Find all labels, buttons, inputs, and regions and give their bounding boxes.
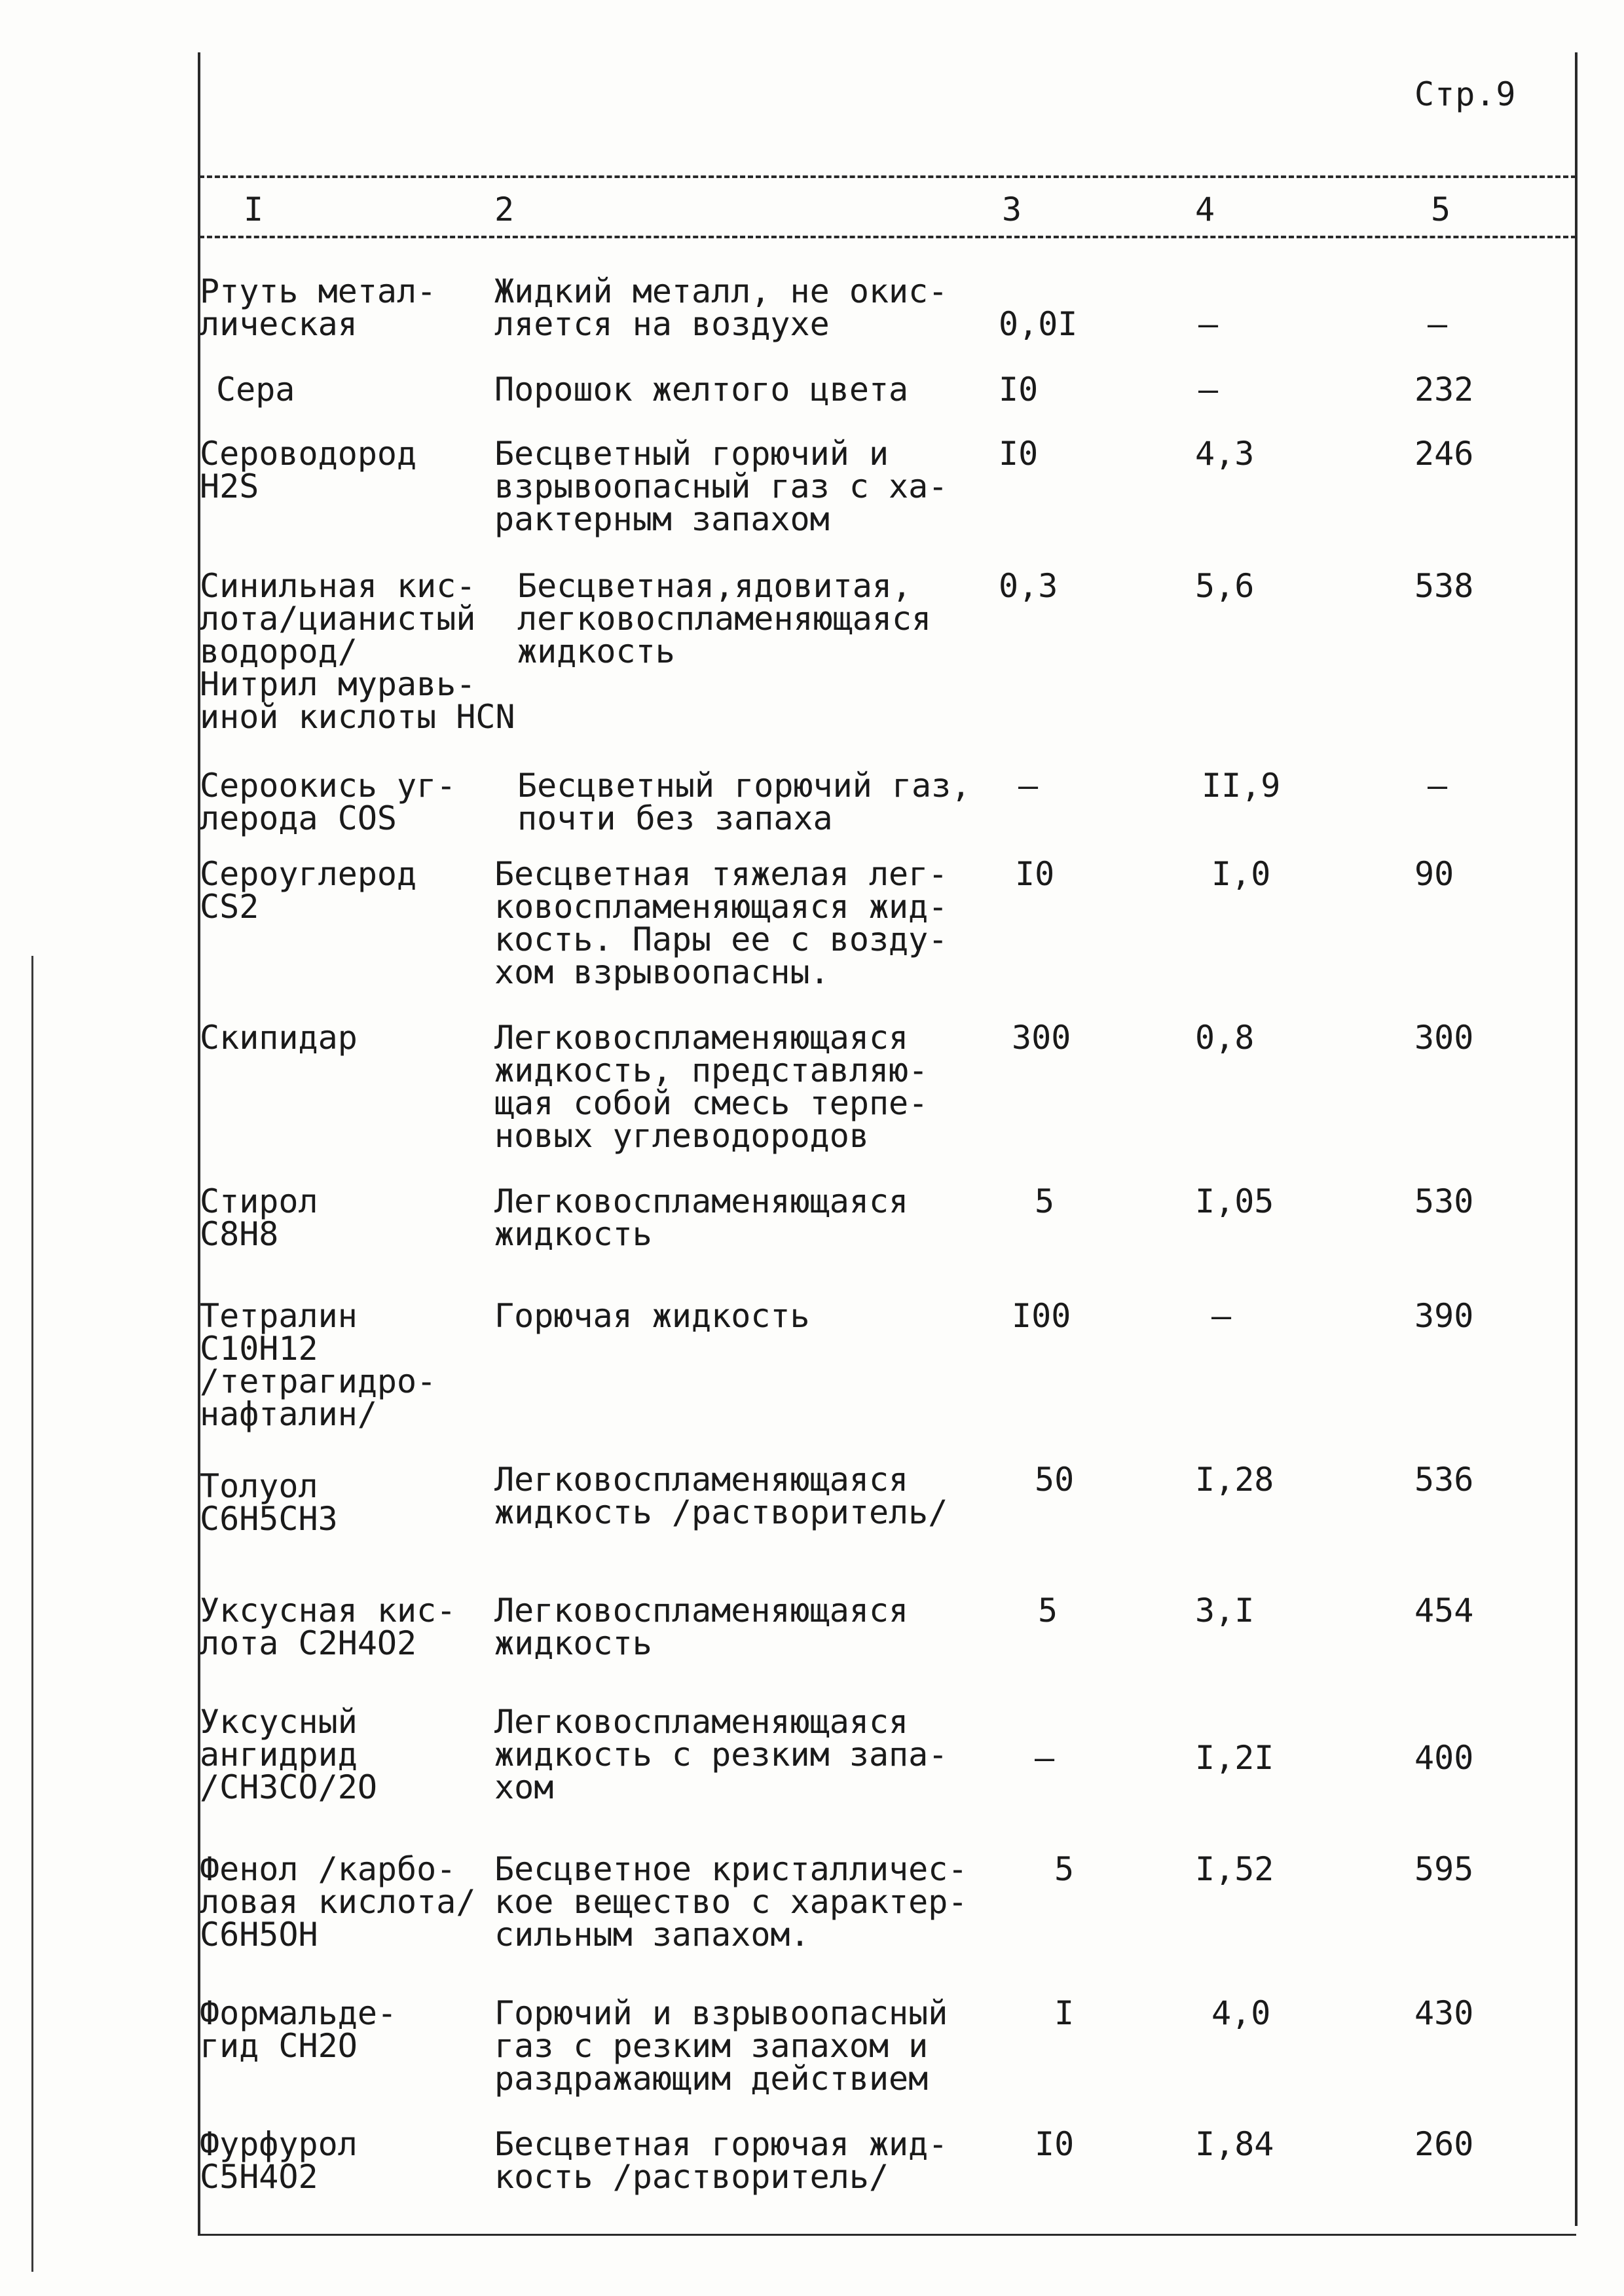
- substance-description: Горючая жидкость: [494, 1297, 810, 1335]
- substance-description: Легковоспламеняющаяся жидкость с резким запа- хом: [494, 1703, 948, 1806]
- substance-name: Ртуть метал- лическая: [200, 272, 437, 343]
- value-col3: 5: [1054, 1850, 1075, 1888]
- value-col4: 0,8: [1195, 1019, 1255, 1057]
- substance-description: Легковоспламеняющаяся жидкость /растворитель/: [494, 1461, 948, 1531]
- value-col5: 595: [1414, 1850, 1474, 1888]
- substance-name: Сероуглерод CS2: [200, 855, 417, 926]
- value-col4: I,0: [1211, 855, 1271, 893]
- substance-description: Бесцветная тяжелая лег- ковоспламеняющаяся жид- кость. Пары ее с возду- хом взрывоопасны.: [494, 855, 948, 991]
- header-top-rule: [199, 175, 1576, 178]
- value-col5: 246: [1414, 435, 1474, 473]
- column-header-2: 2: [494, 191, 515, 228]
- value-col4: –: [1211, 1297, 1232, 1335]
- substance-name: Фенол /карбо- ловая кислота/ C6H5OH: [200, 1850, 476, 1954]
- substance-description: Порошок желтого цвета: [494, 371, 909, 409]
- value-col4: I,2I: [1195, 1739, 1274, 1777]
- column-header-5: 5: [1431, 191, 1451, 228]
- substance-name: Скипидар: [200, 1019, 358, 1057]
- value-col3: 300: [1012, 1019, 1071, 1057]
- value-col4: I,52: [1195, 1850, 1274, 1888]
- column-header-1: I: [244, 191, 264, 228]
- value-col4: 4,3: [1195, 435, 1255, 473]
- value-col5: 232: [1414, 371, 1474, 409]
- value-col5: 400: [1414, 1739, 1474, 1777]
- value-col3: 5: [1038, 1592, 1058, 1630]
- value-col3: I0: [999, 435, 1039, 473]
- value-col5: 536: [1414, 1461, 1474, 1499]
- value-col3: I: [1054, 1994, 1075, 2032]
- substance-description: Бесцветный горючий и взрывоопасный газ с ха- рактерным запахом: [494, 435, 948, 538]
- value-col4: 5,6: [1195, 567, 1255, 605]
- value-col5: 90: [1414, 855, 1454, 893]
- column-header-4: 4: [1195, 191, 1215, 228]
- value-col4: –: [1198, 305, 1219, 343]
- substance-name: Фурфурол C5H4O2: [200, 2125, 358, 2196]
- substance-name: Сера: [216, 371, 295, 409]
- substance-description: Жидкий металл, не окис- ляется на воздухе: [494, 272, 948, 343]
- value-col4: II,9: [1202, 767, 1281, 805]
- value-col3: I0: [1035, 2125, 1075, 2163]
- substance-name: Толуол C6H5CH3: [200, 1467, 338, 1538]
- page-number: Стр.9: [1414, 75, 1517, 113]
- substance-name: Уксусный ангидрид /CH3CO/2O: [200, 1703, 377, 1806]
- value-col3: 0,3: [999, 567, 1058, 605]
- substance-description: Бесцветная горючая жид- кость /растворитель/: [494, 2125, 948, 2196]
- table-bottom-border: [198, 2234, 1576, 2236]
- value-col5: 538: [1414, 567, 1474, 605]
- substance-name: Стирол C8H8: [200, 1182, 318, 1253]
- value-col3: I0: [999, 371, 1039, 409]
- substance-description: Бесцветный горючий газ, почти без запаха: [517, 767, 971, 837]
- value-col5: 390: [1414, 1297, 1474, 1335]
- value-col4: I,05: [1195, 1182, 1274, 1220]
- value-col3: 50: [1035, 1461, 1075, 1499]
- value-col5: 530: [1414, 1182, 1474, 1220]
- value-col3: I0: [1015, 855, 1055, 893]
- substance-description: Горючий и взрывоопасный газ с резким запахом и раздражающим действием: [494, 1994, 948, 2098]
- value-col3: –: [1018, 767, 1039, 805]
- substance-description: Легковоспламеняющаяся жидкость: [494, 1182, 909, 1253]
- value-col5: 260: [1414, 2125, 1474, 2163]
- substance-name: Тетралин C10H12 /тетрагидро- нафталин/: [200, 1297, 437, 1433]
- value-col4: I,84: [1195, 2125, 1274, 2163]
- value-col3: –: [1035, 1739, 1055, 1777]
- column-header-3: 3: [1002, 191, 1022, 228]
- substance-name: Синильная кис- лота/цианистый водород/ Нитрил муравь- иной кислоты HCN: [200, 567, 515, 736]
- value-col3: 0,0I: [999, 305, 1078, 343]
- value-col5: 454: [1414, 1592, 1474, 1630]
- table-right-border: [1575, 52, 1578, 2226]
- substance-description: Легковоспламеняющаяся жидкость: [494, 1592, 909, 1662]
- substance-name: Формальде- гид CH2O: [200, 1994, 397, 2065]
- substance-description: Бесцветная,ядовитая, легковоспламеняющаяся жидкость: [517, 567, 932, 670]
- value-col5: –: [1428, 767, 1448, 805]
- substance-description: Легковоспламеняющаяся жидкость, представляю- щая собой смесь терпе- новых углеводородов: [494, 1019, 929, 1155]
- value-col4: 3,I: [1195, 1592, 1255, 1630]
- substance-name: Сероводород H2S: [200, 435, 417, 505]
- substance-name: Сероокись уг- лерода COS: [200, 767, 456, 837]
- value-col5: –: [1428, 305, 1448, 343]
- value-col4: 4,0: [1211, 1994, 1271, 2032]
- header-bottom-rule: [199, 236, 1576, 238]
- value-col3: 5: [1035, 1182, 1055, 1220]
- left-margin-line: [31, 956, 33, 2272]
- value-col4: I,28: [1195, 1461, 1274, 1499]
- substance-name: Уксусная кис- лота C2H4O2: [200, 1592, 456, 1662]
- value-col5: 430: [1414, 1994, 1474, 2032]
- substance-description: Бесцветное кристалличес- кое вещество с характер- сильным запахом.: [494, 1850, 968, 1954]
- value-col5: 300: [1414, 1019, 1474, 1057]
- value-col3: I00: [1012, 1297, 1071, 1335]
- value-col4: –: [1198, 371, 1219, 409]
